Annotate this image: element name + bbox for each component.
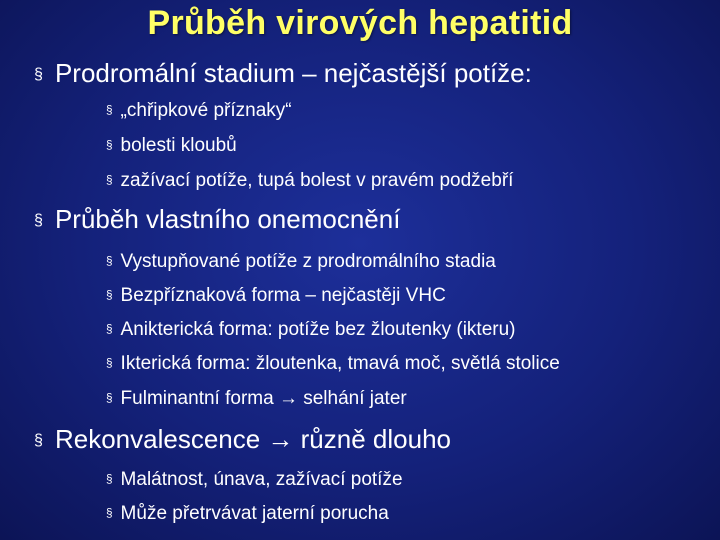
list-item-text: zažívací potíže, tupá bolest v pravém podžebří	[120, 170, 514, 191]
square-bullet-icon: §	[106, 255, 113, 268]
section-heading-prodromal	[34, 58, 532, 89]
square-bullet-icon: §	[106, 357, 113, 370]
list-item-text: Může přetrvávat jaterní porucha	[120, 503, 389, 524]
list-item-text: Fulminantní forma → selhání jater	[120, 388, 407, 409]
square-bullet-icon: §	[106, 289, 113, 302]
square-bullet-icon: §	[106, 392, 113, 405]
square-bullet-icon: §	[34, 65, 43, 83]
list-item	[106, 319, 515, 341]
list-item-text: bolesti kloubů	[120, 135, 237, 156]
section-heading-convalescence	[34, 424, 451, 455]
list-item	[106, 388, 407, 410]
list-item-text: Bezpříznaková forma – nejčastěji VHC	[120, 285, 446, 306]
slide-title: Průběh virových hepatitid	[147, 4, 573, 42]
list-item	[106, 170, 513, 192]
list-item-text: Vystupňované potíže z prodromálního stadia	[120, 251, 496, 272]
list-item	[106, 285, 446, 307]
square-bullet-icon: §	[106, 473, 113, 486]
section-heading-text: Průběh vlastního onemocnění	[54, 204, 401, 234]
list-item-text: Anikterická forma: potíže bez žloutenky (ikteru)	[120, 319, 516, 340]
square-bullet-icon: §	[34, 431, 43, 449]
section-heading-course	[34, 204, 400, 235]
square-bullet-icon: §	[106, 323, 113, 336]
list-item	[106, 503, 389, 525]
square-bullet-icon: §	[106, 104, 113, 117]
list-item-text: „chřipkové příznaky“	[120, 100, 292, 121]
square-bullet-icon: §	[106, 139, 113, 152]
square-bullet-icon: §	[106, 507, 113, 520]
square-bullet-icon: §	[106, 174, 113, 187]
section-heading-text: Rekonvalescence → různě dlouho	[54, 424, 451, 454]
list-item	[106, 353, 560, 375]
list-item	[106, 251, 496, 273]
list-item-text: Ikterická forma: žloutenka, tmavá moč, světlá stolice	[120, 353, 560, 374]
square-bullet-icon: §	[34, 211, 43, 229]
list-item-text: Malátnost, únava, zažívací potíže	[120, 469, 403, 490]
list-item	[106, 100, 292, 122]
section-heading-text: Prodromální stadium – nejčastější potíže:	[54, 58, 532, 88]
list-item	[106, 469, 403, 491]
list-item	[106, 135, 237, 157]
